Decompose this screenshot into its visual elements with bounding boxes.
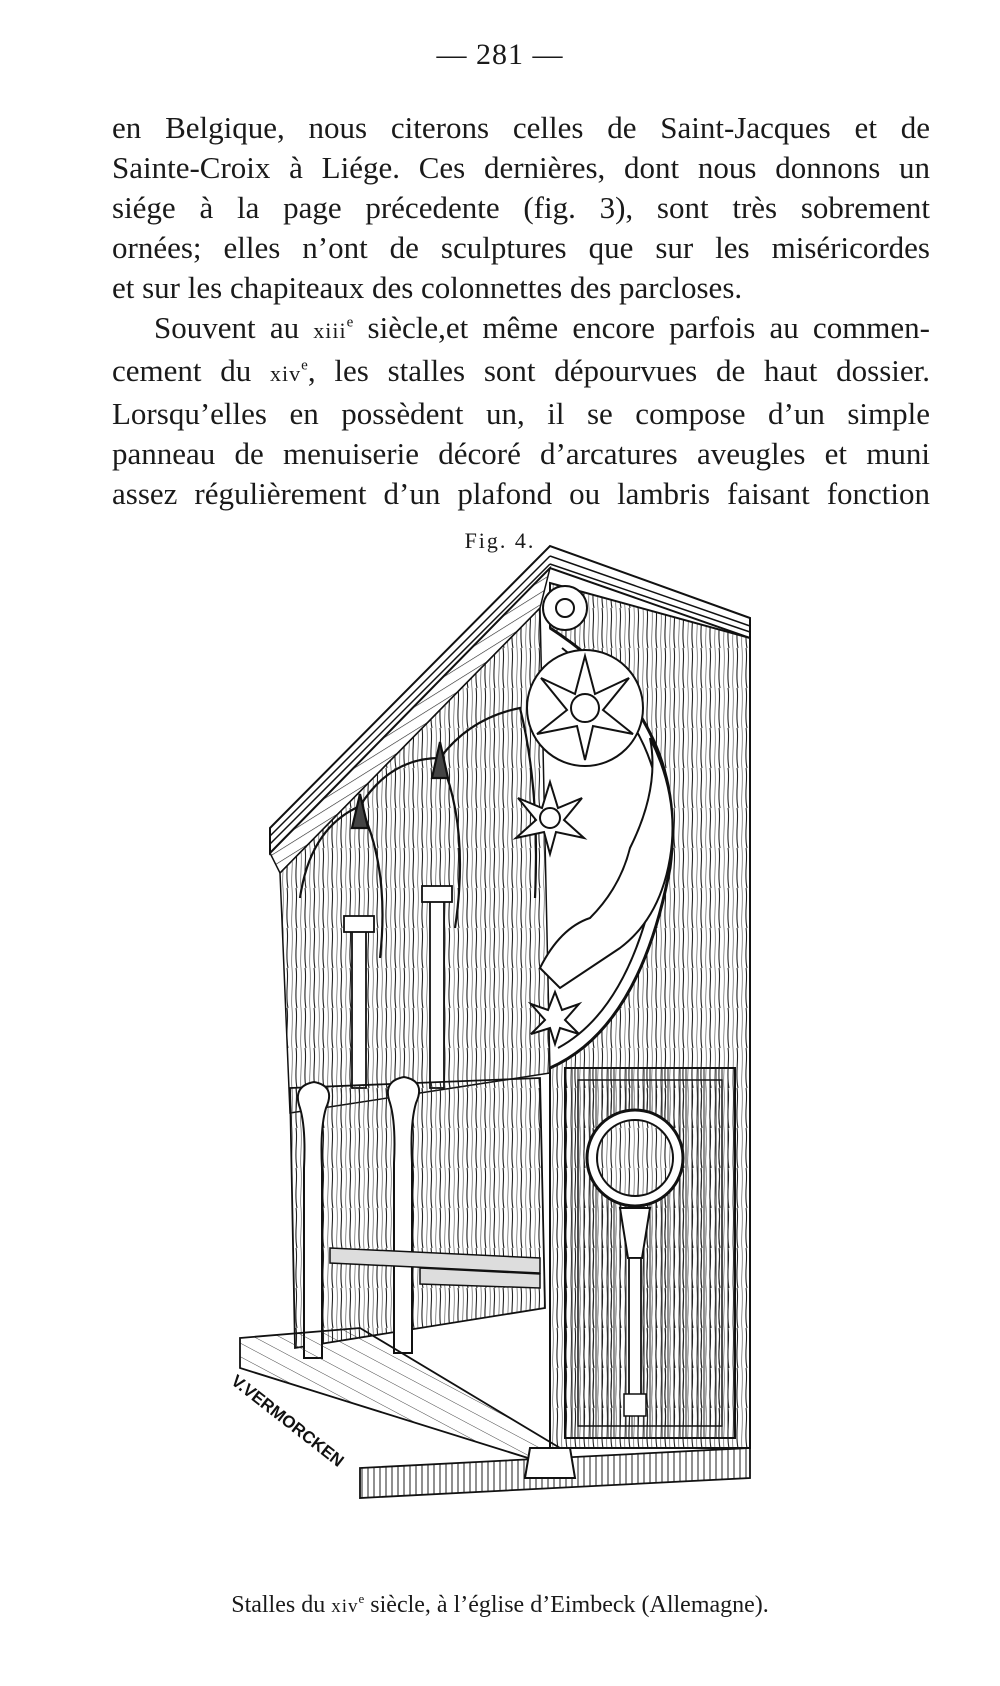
figure-label: Fig. 4. bbox=[464, 528, 536, 553]
text-line: siége à la page précedente (fig. 3), sont très sobrement bbox=[112, 190, 930, 225]
paragraph-2 bbox=[112, 308, 930, 514]
text-line: panneau de menuiserie décoré d’arcatures aveugles et muni bbox=[112, 436, 930, 471]
text-fragment: , les stalles sont dépourvues de haut dossier. bbox=[307, 353, 930, 388]
paragraph-1 bbox=[112, 108, 930, 308]
small-caps-century: xiv bbox=[270, 361, 302, 386]
engraver-signature: V.VERMORCKEN bbox=[227, 1371, 348, 1471]
engraving-choir-stalls bbox=[227, 568, 840, 1588]
small-caps-century: xiv bbox=[331, 1596, 359, 1617]
stall-seats bbox=[290, 1077, 545, 1358]
figure-caption bbox=[0, 1592, 1000, 1619]
text-line: et sur les chapiteaux des colonnettes des parcloses. bbox=[112, 270, 743, 305]
superscript: e bbox=[301, 357, 308, 374]
text-fragment: cement du bbox=[112, 353, 271, 388]
caption-text: siècle, à l’église d’Eimbeck (Allemagne). bbox=[364, 1592, 769, 1618]
superscript: e bbox=[358, 1591, 365, 1606]
text-line: ornées; elles n’ont de sculptures que sur les miséricordes bbox=[112, 230, 930, 265]
small-caps-century: xiii bbox=[313, 318, 347, 343]
text-line bbox=[112, 351, 930, 394]
text-fragment: Souvent au bbox=[154, 310, 314, 345]
text-fragment: siècle,et même encore parfois au commen- bbox=[353, 310, 930, 345]
text-line: Lorsqu’elles en possèdent un, il se compose d’un simple bbox=[112, 396, 930, 431]
body-text bbox=[112, 108, 930, 514]
text-line: assez régulièrement d’un plafond ou lambris faisant fonction bbox=[112, 476, 930, 511]
text-line bbox=[112, 308, 930, 351]
text-line: en Belgique, nous citerons celles de Saint-Jacques et de bbox=[112, 110, 930, 145]
superscript: e bbox=[346, 314, 354, 331]
caption-text: Stalles du bbox=[231, 1592, 332, 1618]
text-line: Sainte-Croix à Liége. Ces dernières, dont nous donnons un bbox=[112, 150, 930, 185]
page-number: — 281 — bbox=[436, 38, 564, 71]
